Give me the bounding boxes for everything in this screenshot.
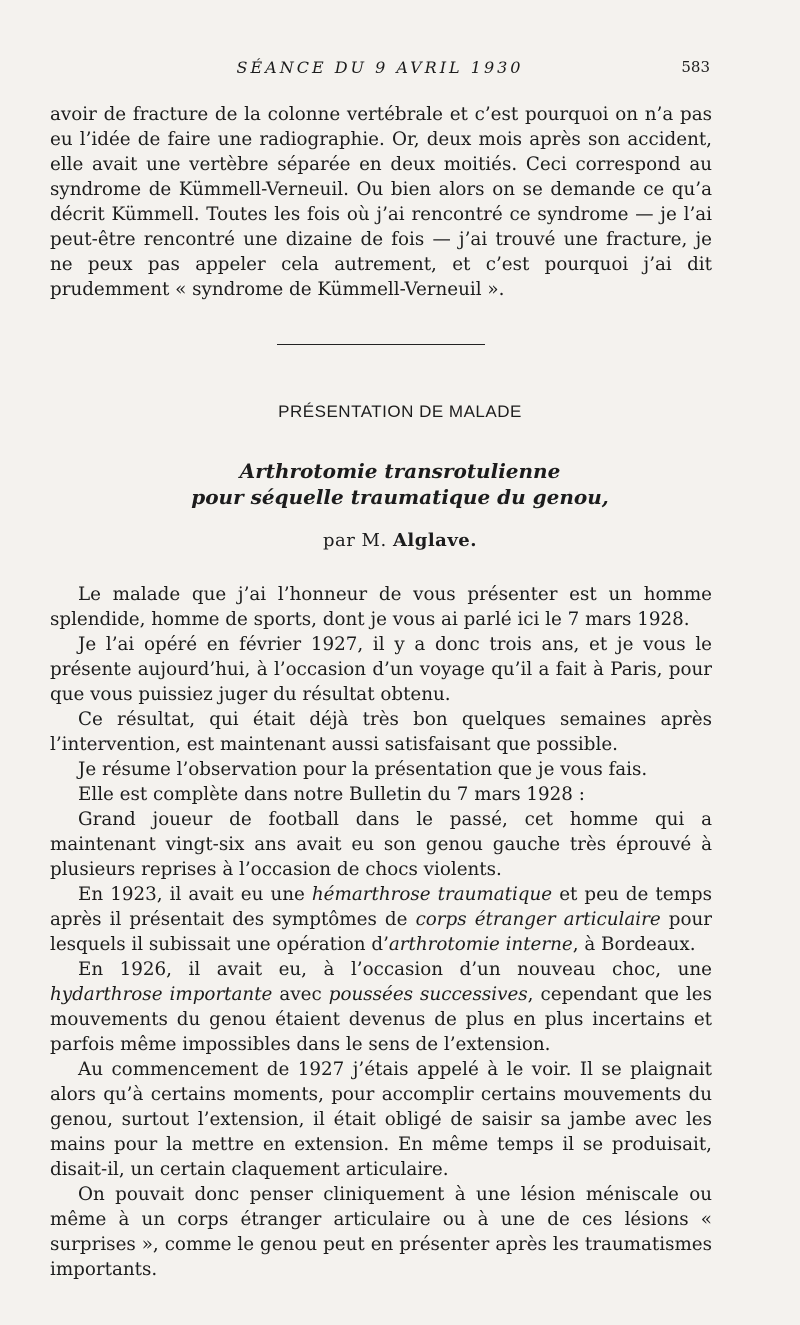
italic-term: arthrotomie interne — [388, 934, 573, 955]
text-run: On pouvait donc penser cliniquement à une lésion méniscale ou même à un corps étranger articulaire ou à une de ces lésions « surprises », comme le genou peut en présenter après les traumatismes importants. — [50, 1184, 712, 1280]
paragraph: avoir de fracture de la colonne vertébrale et c’est pourquoi on n’a pas eu l’idée de faire une radiographie. Or, deux mois après son accident, elle avait une vertèbre séparée en deux moitiés. Ceci correspond au syndrome de Kümmell-Verneuil. Ou bien alors on se demande ce qu’a décrit Kümmell. Toutes les fois où j’ai rencontré ce syndrome — je l’ai peut-être rencontré une dizaine de fois — j’ai trouvé une fracture, je ne peux pas appeler cela autrement, et c’est pourquoi j’ai dit prudemment « syndrome de Kümmell-Verneuil ». — [50, 104, 712, 300]
paragraph — [50, 757, 712, 782]
article-body — [50, 582, 712, 1282]
text-run: Grand joueur de football dans le passé, cet homme qui a maintenant vingt-six ans avait eu son genou gauche très éprouvé à plusieurs reprises à l’occasion de chocs violents. — [50, 809, 712, 880]
article-title — [0, 458, 800, 510]
paragraph — [50, 1057, 712, 1182]
text-run: Elle est complète dans notre Bulletin du 7 mars 1928 : — [78, 784, 585, 805]
text-run: , à Bordeaux. — [572, 934, 696, 955]
text-run: , cependant que les mouvements du genou étaient devenus de plus en plus incertains et parfois même impossibles dans le sens de l’extension. — [50, 984, 713, 1055]
italic-term: corps étranger articulaire — [415, 909, 661, 930]
text-run: Le malade que j’ai l’honneur de vous présenter est un homme splendide, homme de sports, dont je vous ai parlé ici le 7 mars 1928. — [50, 584, 712, 630]
text-run: Ce résultat, qui était déjà très bon quelques semaines après l’intervention, est maintenant aussi satisfaisant que possible. — [50, 709, 712, 755]
paragraph — [50, 632, 712, 707]
paragraph — [50, 782, 712, 807]
article-title-line: Arthrotomie transrotulienne — [239, 459, 561, 483]
article-title-line: pour séquelle traumatique du genou, — [191, 485, 609, 509]
paragraph — [50, 882, 712, 957]
paragraph — [50, 582, 712, 632]
section-divider — [277, 344, 485, 345]
section-heading: PRÉSENTATION DE MALADE — [278, 402, 522, 421]
text-run: En 1926, il avait eu, à l’occasion d’un nouveau choc, une — [78, 959, 712, 980]
italic-term: hémarthrose traumatique — [311, 884, 553, 905]
running-title: SÉANCE DU 9 AVRIL 1930 — [236, 58, 524, 77]
paragraph — [50, 1182, 712, 1282]
author-name: Alglave. — [392, 530, 478, 551]
italic-term: hydarthrose importante — [50, 984, 273, 1005]
italic-term: poussées successives — [328, 984, 528, 1005]
paragraph — [50, 807, 712, 882]
text-run: Je l’ai opéré en février 1927, il y a donc trois ans, et je vous le présente aujourd’hui, à l’occasion d’un voyage qu’il a fait à Paris, pour que vous puissiez juger du résultat obtenu. — [50, 634, 712, 705]
paragraph — [50, 957, 712, 1057]
running-header — [50, 58, 710, 86]
author-prefix: par M. — [322, 530, 387, 551]
text-run: avec — [272, 984, 329, 1005]
continuation-text — [50, 102, 712, 302]
paragraph — [50, 707, 712, 757]
text-run: et peu de temps après il présentait des symptômes de — [50, 884, 712, 930]
text-run: Au commencement de 1927 j’étais appelé à le voir. Il se plaignait alors qu’à certains moments, pour accomplir certains mouvements du genou, surtout l’extension, il était obligé de saisir sa jambe avec les mains pour la mettre en extension. En même temps il se produisait, disait-il, un certain claquement articulaire. — [50, 1059, 712, 1180]
text-run: Je résume l’observation pour la présentation que je vous fais. — [78, 759, 648, 780]
text-run: En 1923, il avait eu une — [78, 884, 312, 905]
text-run: pour lesquels il subissait une opération d’ — [50, 909, 712, 955]
page-number: 583 — [681, 58, 710, 76]
author-byline — [0, 530, 800, 551]
